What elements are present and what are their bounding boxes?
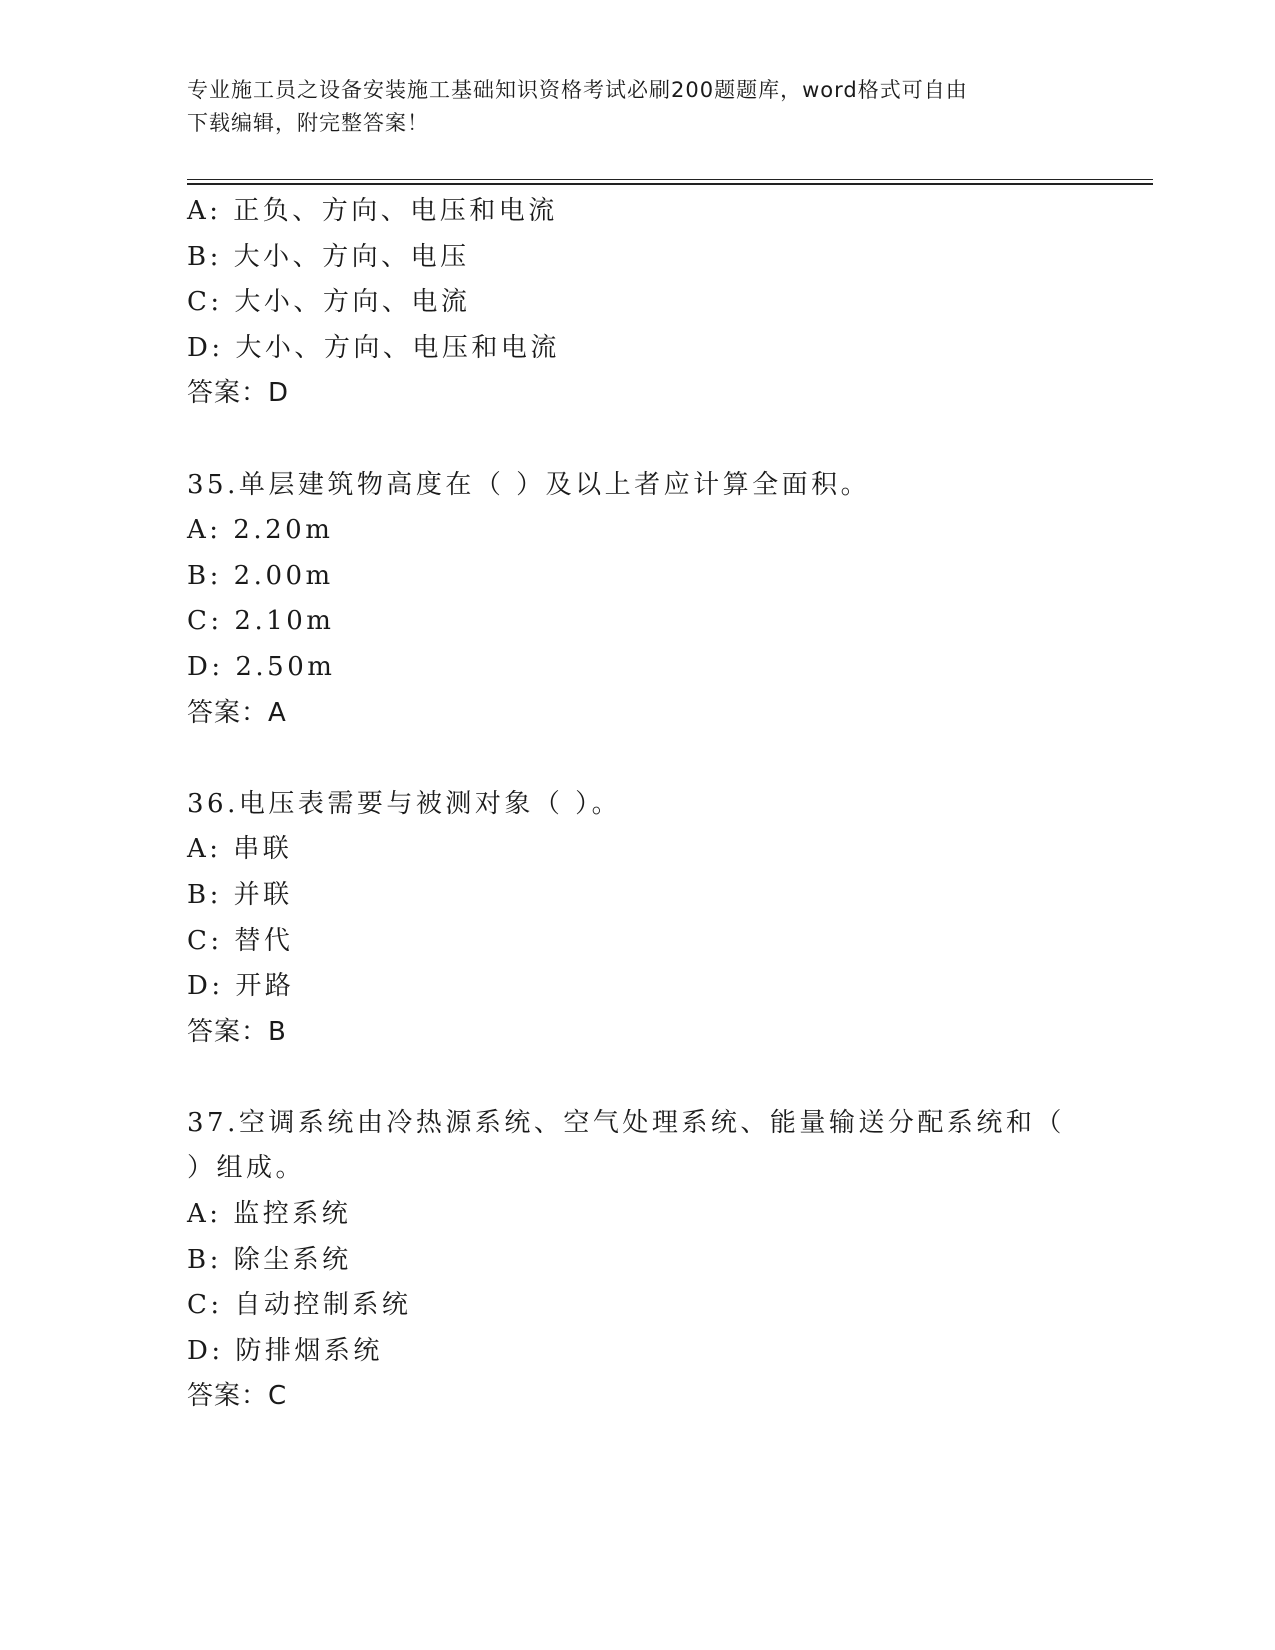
question-34-continued <box>187 189 1087 417</box>
option-b: B: 大小、方向、电压 <box>187 241 470 272</box>
option-b: B: 除尘系统 <box>187 1244 352 1275</box>
question-stem-line-1: 37.空调系统由冷热源系统、空气处理系统、能量输送分配系统和（ <box>187 1107 1065 1138</box>
option-b: B: 2.00m <box>187 560 334 591</box>
option-d: D: 大小、方向、电压和电流 <box>187 332 560 363</box>
option-c: C: 替代 <box>187 925 294 956</box>
answer-line: 答案：C <box>187 1381 288 1412</box>
question-stem: 36.电压表需要与被测对象（ ）。 <box>187 788 622 819</box>
document-header <box>187 74 1067 140</box>
option-d: D: 防排烟系统 <box>187 1335 383 1366</box>
option-a: A: 监控系统 <box>187 1199 352 1230</box>
option-c: C: 大小、方向、电流 <box>187 287 471 318</box>
option-a: A: 2.20m <box>187 515 334 546</box>
option-a: A: 正负、方向、电压和电流 <box>187 196 558 226</box>
answer-line: 答案：D <box>187 378 290 409</box>
answer-line: 答案：A <box>187 697 287 728</box>
option-d: D: 2.50m <box>187 651 336 682</box>
question-36 <box>187 782 1087 1056</box>
header-divider-top <box>187 179 1153 180</box>
option-c: C: 自动控制系统 <box>187 1290 412 1321</box>
header-line-2: 下载编辑，附完整答案！ <box>187 111 429 135</box>
option-a: A: 串联 <box>187 834 293 865</box>
answer-line: 答案：B <box>187 1016 287 1047</box>
header-line-1: 专业施工员之设备安装施工基础知识资格考试必刷200题题库，word格式可自由 <box>187 78 968 102</box>
question-37 <box>187 1101 1087 1420</box>
question-35 <box>187 463 1087 737</box>
question-list <box>187 189 1087 1420</box>
header-divider-bottom <box>187 183 1153 185</box>
option-c: C: 2.10m <box>187 606 335 637</box>
question-stem: 35.单层建筑物高度在（ ）及以上者应计算全面积。 <box>187 469 871 500</box>
option-b: B: 并联 <box>187 879 293 910</box>
question-stem-line-2: ）组成。 <box>187 1153 306 1184</box>
option-d: D: 开路 <box>187 971 295 1002</box>
